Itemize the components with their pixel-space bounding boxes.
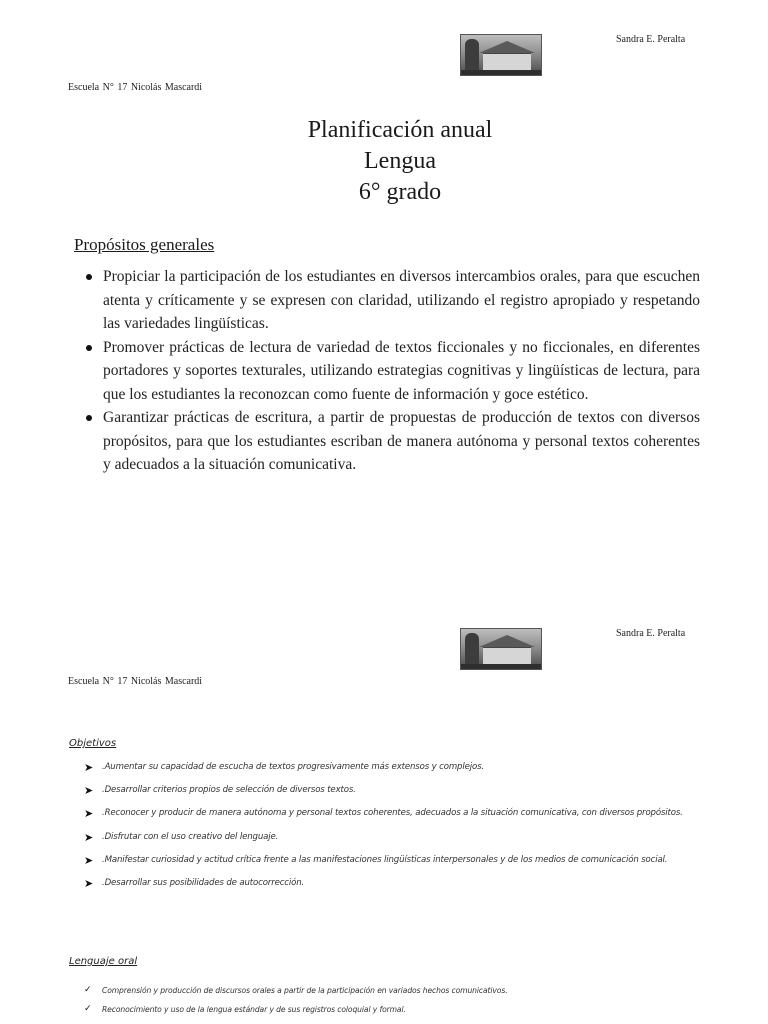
arrowhead-icon: ➤ bbox=[84, 807, 94, 821]
section-heading: Propósitos generales bbox=[74, 235, 215, 254]
oral-language-heading: Lenguaje oral bbox=[69, 956, 138, 967]
arrowhead-icon: ➤ bbox=[84, 853, 94, 867]
author-name: Sandra E. Peralta bbox=[616, 628, 686, 639]
page-title bbox=[0, 115, 768, 208]
title-line-2: Lengua bbox=[364, 148, 436, 174]
title-line-3: 6° grado bbox=[358, 179, 442, 205]
list-item: ➤ .Manifestar curiosidad y actitud crítica frente a las manifestaciones lingüísticas interpersonales y de los medios de comunicación social. bbox=[84, 853, 668, 867]
checkmark-icon: ✓ bbox=[84, 1004, 92, 1014]
list-item: ➤ .Desarrollar sus posibilidades de autocorrección. bbox=[84, 876, 305, 890]
bullet-icon bbox=[86, 345, 92, 351]
bullet-icon bbox=[86, 274, 92, 280]
list-item: ✓ Reconocimiento y uso de la lengua estándar y de sus registros coloquial y formal. bbox=[84, 1004, 406, 1014]
checkmark-icon: ✓ bbox=[84, 985, 92, 995]
objectives-list bbox=[84, 761, 704, 900]
school-name: Escuela N° 17 Nicolás Mascardi bbox=[68, 82, 203, 93]
document-page-2 bbox=[0, 620, 768, 1024]
list-item: ➤ .Aumentar su capacidad de escucha de textos progresivamente más extensos y complejos. bbox=[84, 761, 484, 774]
list-item: ➤ .Disfrutar con el uso creativo del lenguaje. bbox=[84, 830, 279, 844]
bullet-icon bbox=[86, 415, 92, 421]
school-name: Escuela N° 17 Nicolás Mascardi bbox=[68, 676, 203, 687]
list-item: Propiciar la participación de los estudiantes en diversos intercambios orales, para que escuchen atenta y críticamente y se expresen con claridad, utilizando el registro apropiado y respetando las variedades lingüísticas. bbox=[84, 265, 700, 336]
arrowhead-icon: ➤ bbox=[84, 784, 94, 798]
arrowhead-icon: ➤ bbox=[84, 876, 94, 890]
list-item: Garantizar prácticas de escritura, a partir de propuestas de producción de textos con diversos propósitos, para que los estudiantes escriban de manera autónoma y personal textos coherentes y adecuados a la situación comunicativa. bbox=[84, 406, 700, 477]
purposes-list bbox=[84, 265, 700, 477]
school-photo bbox=[460, 628, 542, 670]
oral-language-list bbox=[84, 985, 704, 1023]
objectives-heading: Objetivos bbox=[69, 738, 117, 749]
author-name: Sandra E. Peralta bbox=[616, 34, 686, 45]
list-item: ✓ Comprensión y producción de discursos orales a partir de la participación en variados hechos comunicativos. bbox=[84, 985, 508, 995]
school-photo bbox=[460, 34, 542, 76]
arrowhead-icon: ➤ bbox=[84, 830, 94, 844]
list-item: Promover prácticas de lectura de variedad de textos ficcionales y no ficcionales, en diferentes portadores y soportes texturales, utilizando estrategias cognitivas y lingüísticas de lectura, para que los estudiantes la reconozcan como fuente de información y goce estético. bbox=[84, 336, 700, 407]
list-item: ➤ .Desarrollar criterios propios de selección de diversos textos. bbox=[84, 784, 356, 798]
arrowhead-icon: ➤ bbox=[84, 761, 94, 774]
title-line-1: Planificación anual bbox=[307, 117, 493, 143]
list-item: ➤ .Reconocer y producir de manera autónoma y personal textos coherentes, adecuados a la situación comunicativa, con diversos propósitos. bbox=[84, 807, 683, 821]
